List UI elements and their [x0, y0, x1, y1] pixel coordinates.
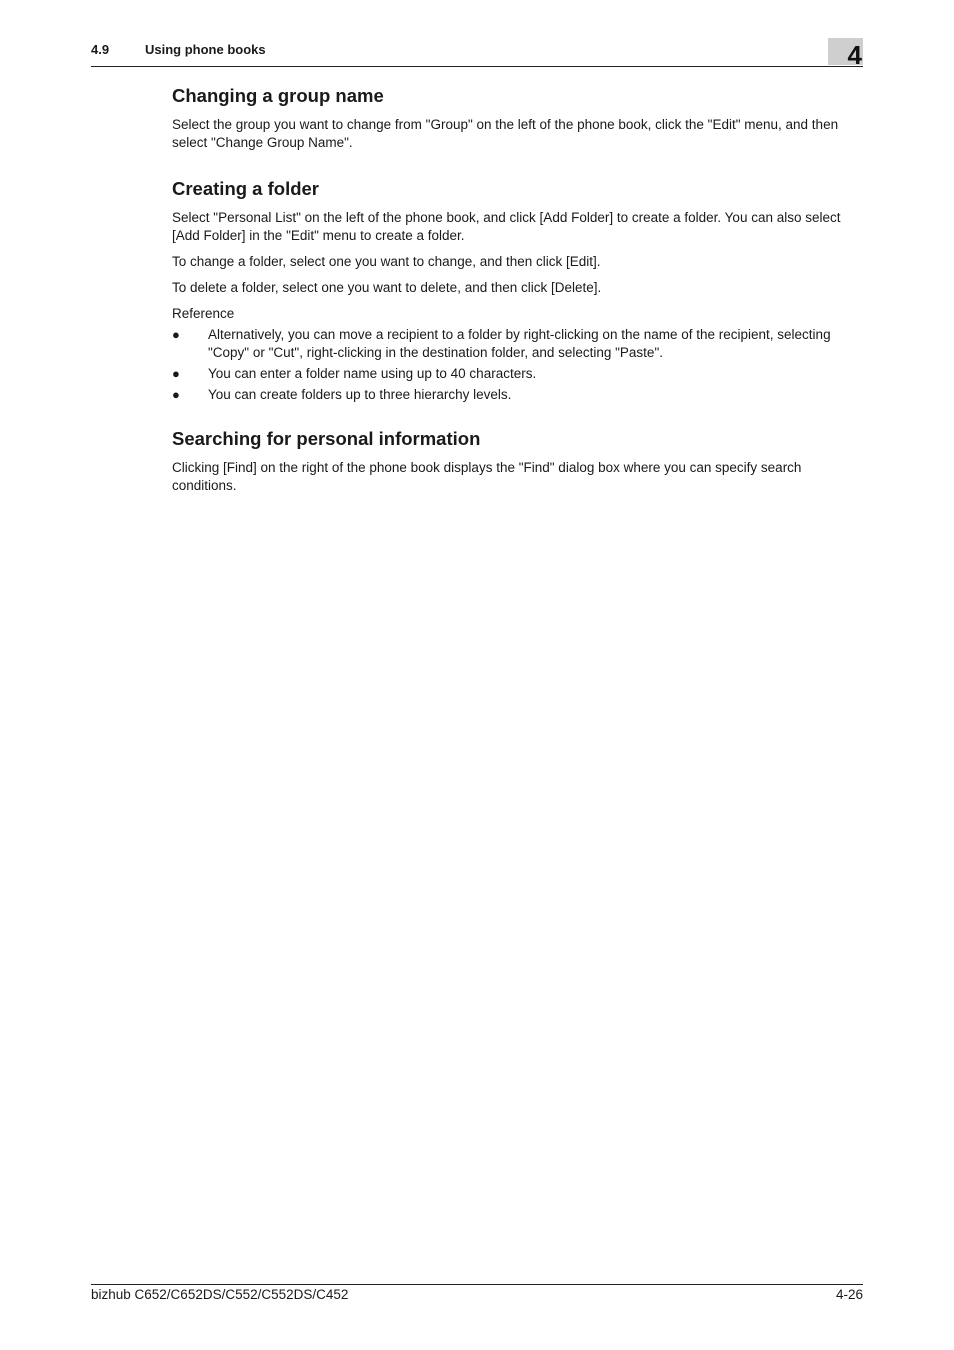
list-item-text: Alternatively, you can move a recipient to a folder by right-clicking on the name of the recipient, selecting "Copy" or "Cut", right-clicking in the destination folder, and selecting "Paste".: [208, 327, 831, 360]
reference-label: Reference: [172, 306, 235, 321]
page-footer: [91, 1284, 863, 1305]
list-item-text: You can enter a folder name using up to 40 characters.: [208, 366, 537, 381]
section-title: Using phone books: [145, 42, 266, 57]
reference-list: [172, 326, 864, 404]
bullet-icon: ●: [172, 366, 180, 381]
section-heading: Creating a folder: [172, 178, 319, 199]
bullet-icon: ●: [172, 387, 180, 402]
list-item: [172, 326, 864, 362]
list-item: [172, 365, 864, 383]
page-content: [172, 85, 864, 521]
paragraph: To delete a folder, select one you want to delete, and then click [Delete].: [172, 280, 602, 295]
page-header: [91, 38, 863, 70]
list-item: [172, 386, 864, 404]
paragraph: Clicking [Find] on the right of the phone book displays the "Find" dialog box where you can specify search conditions.: [172, 460, 802, 493]
section-searching-personal-info: [172, 428, 864, 495]
paragraph: Select "Personal List" on the left of the phone book, and click [Add Folder] to create a folder. You can also select [Add Folder] in the "Edit" menu to create a folder.: [172, 210, 841, 243]
paragraph: Select the group you want to change from "Group" on the left of the phone book, click the "Edit" menu, and then select "Change Group Name".: [172, 117, 839, 150]
footer-page-number: 4-26: [835, 1287, 863, 1302]
section-number: 4.9: [91, 42, 110, 57]
section-heading: Changing a group name: [172, 85, 384, 106]
paragraph: To change a folder, select one you want to change, and then click [Edit].: [172, 254, 601, 269]
chapter-tab: [828, 38, 863, 70]
chapter-number: 4: [847, 40, 862, 70]
list-item-text: You can create folders up to three hierarchy levels.: [208, 387, 512, 402]
section-creating-folder: [172, 178, 864, 404]
section-heading: Searching for personal information: [172, 428, 481, 449]
footer-model: bizhub C652/C652DS/C552/C552DS/C452: [91, 1287, 349, 1302]
bullet-icon: ●: [172, 327, 180, 342]
section-changing-group-name: [172, 85, 864, 152]
